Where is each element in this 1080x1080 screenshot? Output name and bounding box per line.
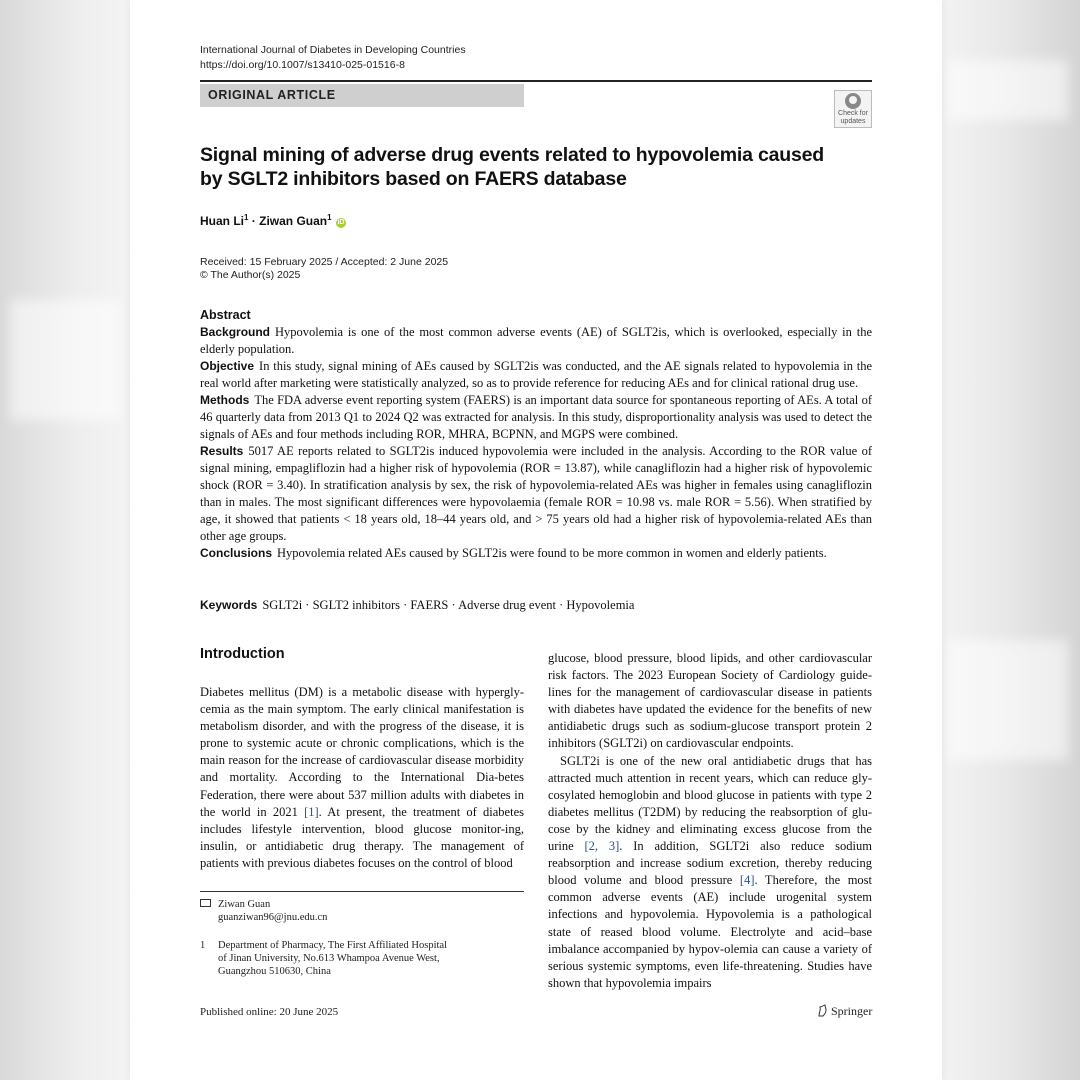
citation-link[interactable]: [4] [739,873,755,888]
published-date: Published online: 20 June 2025 [200,1006,339,1018]
citation-link[interactable]: [2, 3] [584,839,620,854]
abstract-methods: Methods The FDA adverse event reporting system (FAERS) is an important data source for spontaneous reporting of AEs. A total of 46 quarterly data from 2013 Q1 to 2024 Q2 was extracted for analysis. In this study, disproportionality analysis was used to detect the signals of AEs and four methods including ROR, MHRA, BCPNN, and MGPS were combined. [200,393,872,441]
body-column-right [548,650,872,992]
author-list: Huan $Li^1$ · Ziwan Guan$^1$ iD [200,213,345,228]
header-rule [200,80,872,82]
abstract-conclusions: Conclusions Hypovolemia related AEs caused by SGLT2is were found to be more common in women and elderly patients. [200,546,827,560]
body-paragraph: Diabetes mellitus (DM) is a metabolic disease with hypergly-cemia as the main symptom. The early clinical manifestation is metabolism disorder, and with the progress of the disease, it is prone to systemic acute or chronic complications, which is the main reason for the increase of cardiovascular disease morbidity and mortality. According to the International Dia-betes Federation, there were about 537 million adults with diabetes in the world in 2021 [1]. At present, the treatment of diabetes includes lifestyle intervention, blood glucose monitor-ing, insulin, or antidiabetic drug therapy. The management of patients with previous diabetes focuses on the control of blood [200,685,524,870]
author-name[interactable]: Ziwan Guan [259,214,328,228]
background-blur [948,640,1068,760]
background-right [942,0,1080,1080]
background-blur [948,60,1068,120]
journal-name: International Journal of Diabetes in Developing Countries [200,44,466,56]
check-updates-icon [845,93,861,109]
introduction-heading: Introduction [200,646,285,662]
article-dates: Received: 15 February 2025 / Accepted: 2 June 2025 © The Author(s) 2025 [200,256,449,281]
keywords: Keywords SGLT2i · SGLT2 inhibitors · FAERS · Adverse drug event · Hypovolemia [200,598,635,612]
abstract-results: Results 5017 AE reports related to SGLT2is induced hypovolemia were included in the analysis. According to the ROR value of signal mining, empagliflozin had a higher risk of hypovolemia (ROR = 13.87), while canagliflozin had a higher risk of hypovolemic shock (ROR = 3.40). In stratification analysis by sex, the risk of hypovolemia-related AEs was higher in females using canagliflozin than in males. The most significant differences were hypovolaemia (female ROR = 10.98 vs. male ROR = 5.56). When stratified by age, it showed that patients < 18 years old, 18–44 years old, and > 75 years old had a higher risk of hypovolemia-related AEs than other age groups. [200,444,872,543]
envelope-icon [200,899,211,907]
corresponding-email[interactable]: guanziwan96@jnu.edu.cn [218,912,328,923]
abstract-heading: Abstract [200,308,251,322]
body-paragraph: glucose, blood pressure, blood lipids, and other cardiovascular risk factors. The 2023 European Society of Cardiology guide-lines for the management of cardiovascular disease in patients with diabetes have updated the evidence for the benefits of new antidiabetic drugs such as sodium-glucose transport protein 2 inhibitors (SGLT2i) on cardiovascular endpoints. [548,651,872,751]
check-for-updates-badge[interactable]: Check for updates [834,90,872,128]
abstract-background: Background Hypovolemia is one of the most common adverse events (AE) of SGLT2is, which is overlooked, especially in the elderly population. [200,325,872,356]
abstract-section [200,307,872,562]
article-page [130,0,942,1080]
citation-link[interactable]: [1] [304,804,319,819]
article-type-banner: ORIGINAL ARTICLE [200,84,524,107]
abstract-objective: Objective In this study, signal mining of AEs caused by SGLT2is was conducted, and the AE signals related to hypovolemia in the real world after marketing were statistically analyzed, so as to provide reference for reducing AEs and for clinical rational drug use. [200,359,872,390]
corresponding-author: Ziwan Guan guanziwan96@jnu.edu.cn [200,898,327,924]
journal-doi[interactable]: https://doi.org/10.1007/s13410-025-01516-8 [200,59,405,71]
background-left [0,0,130,1080]
body-paragraph: SGLT2i is one of the new oral antidiabetic drugs that has attracted much attention in recent years, which can reduce gly-cosylated hemoglobin and blood glucose in patients with type 2 diabetes mellitus (T2DM) by reducing the reabsorption of glu-cose by the kidney and eliminating excess glucose from the urine [2, 3]. In addition, SGLT2i also reduce sodium reabsorption and increase sodium excretion, thereby reducing blood volume and blood pressure [4]. Therefore, the most common adverse events (AE) include urogenital system infections and hypovolemia. Hypovolemia is a pathological state of reased blood volume. Electrolyte and acid–base imbalance accompanied by hypov-olemia can cause a variety of serious systemic symptoms, even life-threatening. Studies have shown that hypovolemia impairs [548,753,873,990]
footnote-rule [200,891,524,892]
springer-horse-icon [816,1004,828,1017]
orcid-icon[interactable]: iD [337,219,345,226]
affiliation-footnote: 1 Department of Pharmacy, The First Affiliated Hospital of Jinan University, No.613 Whampoa Avenue West, Guangzhou 510630, China [200,940,448,977]
article-title: Signal mining of adverse drug events related to hypovolemia caused by SGLT2 inhibitors based on FAERS database [200,144,824,190]
body-column-left [200,684,524,872]
background-blur [10,300,120,420]
publisher-logo[interactable]: Springer [816,1004,872,1019]
journal-header [200,43,466,73]
author-name[interactable]: Huan Li [200,214,244,228]
